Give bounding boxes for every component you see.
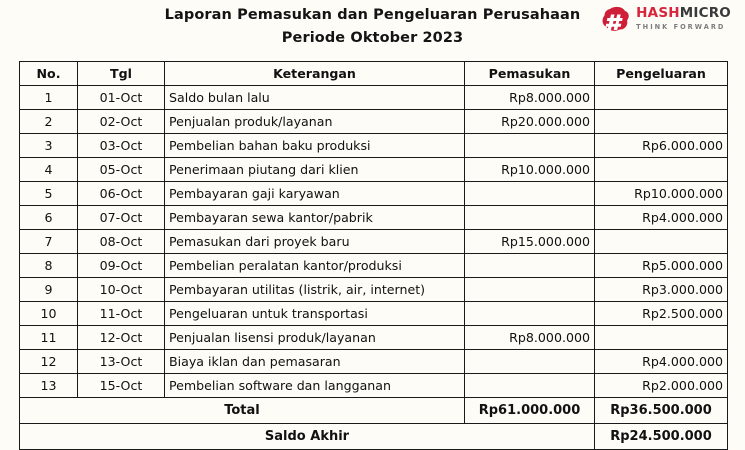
cell-keterangan: Pembayaran utilitas (listrik, air, internet) bbox=[165, 278, 465, 302]
table-header-row bbox=[20, 62, 728, 86]
cell-pemasukan bbox=[465, 182, 595, 206]
logo-tagline: THINK FORWARD bbox=[636, 22, 726, 31]
cell-pengeluaran: Rp5.000.000 bbox=[595, 254, 728, 278]
saldo-akhir-value: Rp24.500.000 bbox=[595, 424, 728, 450]
table-row bbox=[20, 350, 728, 374]
cell-pengeluaran bbox=[595, 110, 728, 134]
cell-keterangan: Pembelian bahan baku produksi bbox=[165, 134, 465, 158]
cell-keterangan: Pemasukan dari proyek baru bbox=[165, 230, 465, 254]
cell-no: 8 bbox=[20, 254, 78, 278]
cell-keterangan: Pembayaran sewa kantor/pabrik bbox=[165, 206, 465, 230]
saldo-akhir-label: Saldo Akhir bbox=[20, 424, 595, 450]
cell-pengeluaran bbox=[595, 230, 728, 254]
cell-pemasukan: Rp15.000.000 bbox=[465, 230, 595, 254]
cell-tgl: 08-Oct bbox=[78, 230, 165, 254]
cell-no: 3 bbox=[20, 134, 78, 158]
table-row bbox=[20, 302, 728, 326]
cell-keterangan: Penjualan produk/layanan bbox=[165, 110, 465, 134]
cell-pemasukan bbox=[465, 374, 595, 398]
cell-pemasukan: Rp8.000.000 bbox=[465, 86, 595, 110]
logo-word-row bbox=[636, 7, 731, 21]
cell-pemasukan bbox=[465, 254, 595, 278]
cell-pengeluaran bbox=[595, 86, 728, 110]
page-title: Laporan Pemasukan dan Pengeluaran Perusahaan bbox=[164, 7, 581, 23]
hashmicro-cloud-hash-icon bbox=[602, 6, 630, 32]
cell-pemasukan bbox=[465, 302, 595, 326]
column-header-no: No. bbox=[20, 62, 78, 86]
cell-tgl: 11-Oct bbox=[78, 302, 165, 326]
cell-no: 10 bbox=[20, 302, 78, 326]
logo-word-micro: MICRO bbox=[679, 5, 731, 22]
cell-no: 12 bbox=[20, 350, 78, 374]
cell-keterangan: Pembelian peralatan kantor/produksi bbox=[165, 254, 465, 278]
cell-keterangan: Saldo bulan lalu bbox=[165, 86, 465, 110]
cell-tgl: 12-Oct bbox=[78, 326, 165, 350]
column-header-pemasukan: Pemasukan bbox=[465, 62, 595, 86]
table-row bbox=[20, 134, 728, 158]
cell-no: 9 bbox=[20, 278, 78, 302]
cell-no: 2 bbox=[20, 110, 78, 134]
table-row bbox=[20, 158, 728, 182]
cell-tgl: 15-Oct bbox=[78, 374, 165, 398]
cell-no: 13 bbox=[20, 374, 78, 398]
cell-keterangan: Biaya iklan dan pemasaran bbox=[165, 350, 465, 374]
table-row bbox=[20, 206, 728, 230]
table-row bbox=[20, 230, 728, 254]
total-label: Total bbox=[20, 398, 465, 424]
cell-tgl: 02-Oct bbox=[78, 110, 165, 134]
total-pengeluaran: Rp36.500.000 bbox=[595, 398, 728, 424]
saldo-akhir-row bbox=[20, 424, 728, 450]
cell-pengeluaran: Rp3.000.000 bbox=[595, 278, 728, 302]
cell-no: 1 bbox=[20, 86, 78, 110]
cell-no: 5 bbox=[20, 182, 78, 206]
cell-no: 7 bbox=[20, 230, 78, 254]
cell-tgl: 10-Oct bbox=[78, 278, 165, 302]
table-row bbox=[20, 326, 728, 350]
cell-pemasukan bbox=[465, 134, 595, 158]
total-pemasukan: Rp61.000.000 bbox=[465, 398, 595, 424]
column-header-keterangan: Keterangan bbox=[165, 62, 465, 86]
cell-pengeluaran bbox=[595, 326, 728, 350]
cell-pemasukan bbox=[465, 206, 595, 230]
column-header-pengeluaran: Pengeluaran bbox=[595, 62, 728, 86]
table-row bbox=[20, 254, 728, 278]
page-subtitle: Periode Oktober 2023 bbox=[281, 30, 464, 46]
cell-pemasukan bbox=[465, 278, 595, 302]
cell-no: 4 bbox=[20, 158, 78, 182]
cell-tgl: 01-Oct bbox=[78, 86, 165, 110]
cell-pengeluaran: Rp2.000.000 bbox=[595, 374, 728, 398]
cell-tgl: 05-Oct bbox=[78, 158, 165, 182]
total-row bbox=[20, 398, 728, 424]
table-row bbox=[20, 182, 728, 206]
cell-pemasukan: Rp8.000.000 bbox=[465, 326, 595, 350]
cell-pemasukan bbox=[465, 350, 595, 374]
cell-pengeluaran: Rp2.500.000 bbox=[595, 302, 728, 326]
cell-tgl: 13-Oct bbox=[78, 350, 165, 374]
table-row bbox=[20, 86, 728, 110]
logo-word-hash: HASH bbox=[636, 5, 680, 22]
cell-keterangan: Penjualan lisensi produk/layanan bbox=[165, 326, 465, 350]
cell-keterangan: Pembelian software dan langganan bbox=[165, 374, 465, 398]
cell-pemasukan: Rp10.000.000 bbox=[465, 158, 595, 182]
table-body bbox=[20, 86, 728, 450]
report-table bbox=[19, 61, 728, 450]
cell-pengeluaran: Rp6.000.000 bbox=[595, 134, 728, 158]
cell-keterangan: Pengeluaran untuk transportasi bbox=[165, 302, 465, 326]
document-header bbox=[0, 0, 745, 52]
cell-keterangan: Penerimaan piutang dari klien bbox=[165, 158, 465, 182]
hashmicro-logo bbox=[602, 6, 731, 32]
cell-pengeluaran bbox=[595, 158, 728, 182]
cell-no: 11 bbox=[20, 326, 78, 350]
cell-tgl: 03-Oct bbox=[78, 134, 165, 158]
column-header-tgl: Tgl bbox=[78, 62, 165, 86]
table-row bbox=[20, 278, 728, 302]
cell-tgl: 09-Oct bbox=[78, 254, 165, 278]
table-row bbox=[20, 110, 728, 134]
cell-pengeluaran: Rp4.000.000 bbox=[595, 350, 728, 374]
cell-tgl: 06-Oct bbox=[78, 182, 165, 206]
logo-wordmark bbox=[636, 7, 731, 30]
cell-pengeluaran: Rp10.000.000 bbox=[595, 182, 728, 206]
cell-pengeluaran: Rp4.000.000 bbox=[595, 206, 728, 230]
report-table-container bbox=[19, 61, 727, 450]
cell-keterangan: Pembayaran gaji karyawan bbox=[165, 182, 465, 206]
cell-no: 6 bbox=[20, 206, 78, 230]
cell-pemasukan: Rp20.000.000 bbox=[465, 110, 595, 134]
cell-tgl: 07-Oct bbox=[78, 206, 165, 230]
table-row bbox=[20, 374, 728, 398]
